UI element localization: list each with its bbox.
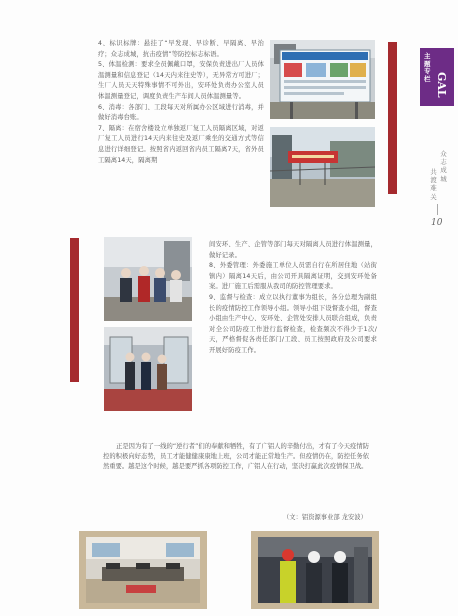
paragraph: 4、标识标牌：悬挂了“早发现、早诊断、早隔离、早治疗；众志成城，抗击疫情”等防控标志标语。 bbox=[98, 40, 264, 58]
paragraph: 8、外委管理：外委施工单位人员需自行在所居住地（站街镇内）隔离14天后，由公司开具隔离证明，交到安环处备案。进厂施工后需服从我司的防控管理要求。 bbox=[209, 262, 377, 291]
paragraph: 6、消毒：各部门、工段每天对所属办公区域进行消毒，并做好消毒台账。 bbox=[98, 103, 264, 122]
section-tag-en: GAL bbox=[435, 72, 448, 98]
closing-paragraph: 正是因为有了一线的“逆行者”们的奉献和牺牲，有了广铝人的辛勤付出，才有了今天疫情防控的积极向好态势，员工才能健健康康地上班，公司才能正常地生产。但疫情仍在，防控任务依然重要。越是这个时候，越是要严抓各项防控工作，广铝人在行动，坚决打赢此次疫情保卫战。 bbox=[103, 443, 369, 471]
photo-entrance-check bbox=[104, 327, 192, 411]
photo-notice-board bbox=[270, 40, 375, 119]
paragraph: 5、体温检测：要求全员佩戴口罩，安保负责进出厂人员体温测量和信息登记（14天内来往史等），无异常方可进厂；生厂人员天天特殊事情不可外出，安环处负责办公室人员体温测量登记，调度负责生产车间人员体温测量等。 bbox=[98, 61, 264, 100]
slogan-vertical-1: 众志成城 bbox=[440, 150, 447, 183]
page-divider-line bbox=[437, 204, 438, 215]
photo-banner-fence bbox=[270, 127, 375, 207]
author-credit: （文：铝资源事业部 龙安波） bbox=[283, 514, 367, 521]
slogan-vertical-2: 共渡难关 bbox=[430, 168, 437, 201]
red-accent-bar-top bbox=[388, 42, 397, 194]
page-number: 10 bbox=[431, 218, 443, 228]
section-tag-label: 主题专栏 bbox=[424, 52, 431, 83]
photo-temperature-check bbox=[104, 237, 192, 321]
paragraph: 9、监督与检查：成立以执行董事为组长，各分总理为副组长的疫情防控工作领导小组。领导小组下设督查小组，督查小组由生产中心、安环处、企管处安排人员联合组成，负责对全公司防疫工作进行监督检查，检查频次不得少于1次/天，严格督促各责任部门/工段、员工按照政府及公司要求开展好防疫工作。 bbox=[209, 293, 377, 354]
photo-frame-bottom-right bbox=[251, 531, 379, 609]
text-column-top-left bbox=[98, 39, 264, 166]
paragraph: 7、隔离：在宿舍楼设立单独返厂复工人员隔离区域，对返厂复工人员进行14天内来往史及返厂乘坐的交通方式等信息进行详细登记。按照省内返回省内员工隔离7天，省外员工隔离14天，隔离期 bbox=[98, 124, 264, 164]
section-tag bbox=[420, 48, 454, 106]
text-column-middle-right bbox=[209, 240, 377, 357]
red-accent-bar-middle bbox=[70, 238, 79, 382]
paragraph: 间安环、生产、企管等部门每天对隔离人员进行体温测量，做好记录。 bbox=[209, 241, 377, 259]
photo-workers bbox=[258, 537, 372, 603]
photo-frame-bottom-left bbox=[79, 531, 207, 609]
photo-office-room bbox=[86, 537, 200, 603]
